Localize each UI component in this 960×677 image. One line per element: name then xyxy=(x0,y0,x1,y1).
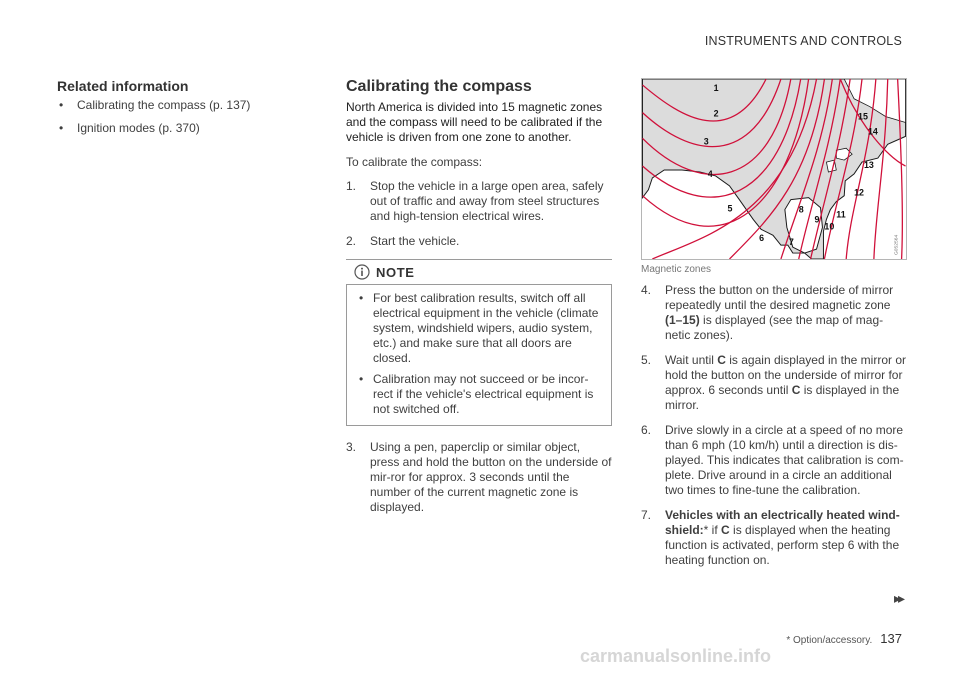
step-7: 7. Vehicles with an electrically heated wind-shield:* if C is displayed when the heating function is activated, perform step 6 with the heating function on. xyxy=(641,508,900,567)
figure-code: G052564 xyxy=(894,234,900,256)
zone-label-3: 3 xyxy=(703,136,709,147)
zone-label-12: 12 xyxy=(854,187,865,198)
lead-text: To calibrate the compass: xyxy=(346,155,483,169)
related-title: Related information xyxy=(57,78,189,94)
intro-paragraph: North America is divided into 15 magnetic zones and the compass will need to be calibrated if the vehicle is driven from one zone to another. xyxy=(346,100,603,144)
related-information xyxy=(57,78,297,144)
zone-label-10: 10 xyxy=(824,221,835,232)
next-page-arrows[interactable]: ▸▸ xyxy=(893,590,902,606)
steps-list-c xyxy=(641,283,907,568)
section-title: Calibrating the compass xyxy=(346,78,532,95)
figure-caption: Magnetic zones xyxy=(641,264,712,275)
section-header: INSTRUMENTS AND CONTROLS xyxy=(704,34,902,48)
note-list xyxy=(355,291,603,417)
note-box xyxy=(346,259,612,426)
zone-label-6: 6 xyxy=(759,233,765,244)
related-link-ignition[interactable]: • Ignition modes (p. 370) xyxy=(57,121,297,136)
zone-label-8: 8 xyxy=(798,204,804,215)
calibration-section xyxy=(346,78,612,525)
note-body xyxy=(346,285,612,425)
map-and-steps xyxy=(641,78,907,578)
step-3: 3. Using a pen, paperclip or similar object, press and hold the button on the underside of mir-ror for approx. 3 seconds until the number of the current magnetic zone is displayed. xyxy=(346,440,612,514)
zone-label-5: 5 xyxy=(727,203,733,214)
page-footer xyxy=(786,631,902,646)
page-number: 137 xyxy=(880,631,902,646)
zone-label-9: 9 xyxy=(814,214,820,225)
zone-label-7: 7 xyxy=(788,237,794,248)
zone-label-14: 14 xyxy=(867,126,878,137)
magnetic-zones-map xyxy=(641,78,907,260)
watermark: carmanualsonline.info xyxy=(580,646,772,666)
note-header xyxy=(346,260,612,285)
info-icon xyxy=(354,264,370,280)
zone-label-4: 4 xyxy=(707,168,713,179)
related-list xyxy=(57,98,297,136)
step-4: 4. Press the button on the underside of mirror repeatedly until the desired magnetic zone (1–15) is displayed (see the map of mag-netic zones). xyxy=(641,283,894,342)
zone-label-2: 2 xyxy=(713,108,719,119)
step-5: 5. Wait until C is again displayed in the mirror or hold the button on the underside of mirror for approx. 6 seconds until C is displayed in the mirror. xyxy=(641,353,907,412)
note-item: • Calibration may not succeed or be incor-rect if the vehicle's electrical equipment is not switched off. xyxy=(355,372,603,417)
zone-label-13: 13 xyxy=(864,160,874,171)
zone-label-11: 11 xyxy=(836,209,846,220)
note-title: NOTE xyxy=(376,264,415,280)
step-2: 2. Start the vehicle. xyxy=(346,234,460,248)
zone-label-15: 15 xyxy=(858,111,868,122)
option-footnote: * Option/accessory. xyxy=(786,635,873,646)
note-item: • For best calibration results, switch off all electrical equipment in the vehicle (climate system, windshield wipers, audio system, etc.) and make sure that all doors are closed. xyxy=(355,291,603,366)
related-link-calibrating[interactable]: • Calibrating the compass (p. 137) xyxy=(57,98,297,113)
step-6: 6. Drive slowly in a circle at a speed of no more than 6 mph (10 km/h) until a direction is dis-played. This indicates that calibration is com-plete. Drive around in a circle an additional two times to fine-tune the calibration. xyxy=(641,423,904,497)
step-1: 1. Stop the vehicle in a large open area, safely out of traffic and away from steel structures and high-tension electrical wires. xyxy=(346,179,604,223)
steps-list-b xyxy=(346,440,612,515)
zone-label-1: 1 xyxy=(713,82,719,93)
steps-list-a xyxy=(346,179,612,249)
